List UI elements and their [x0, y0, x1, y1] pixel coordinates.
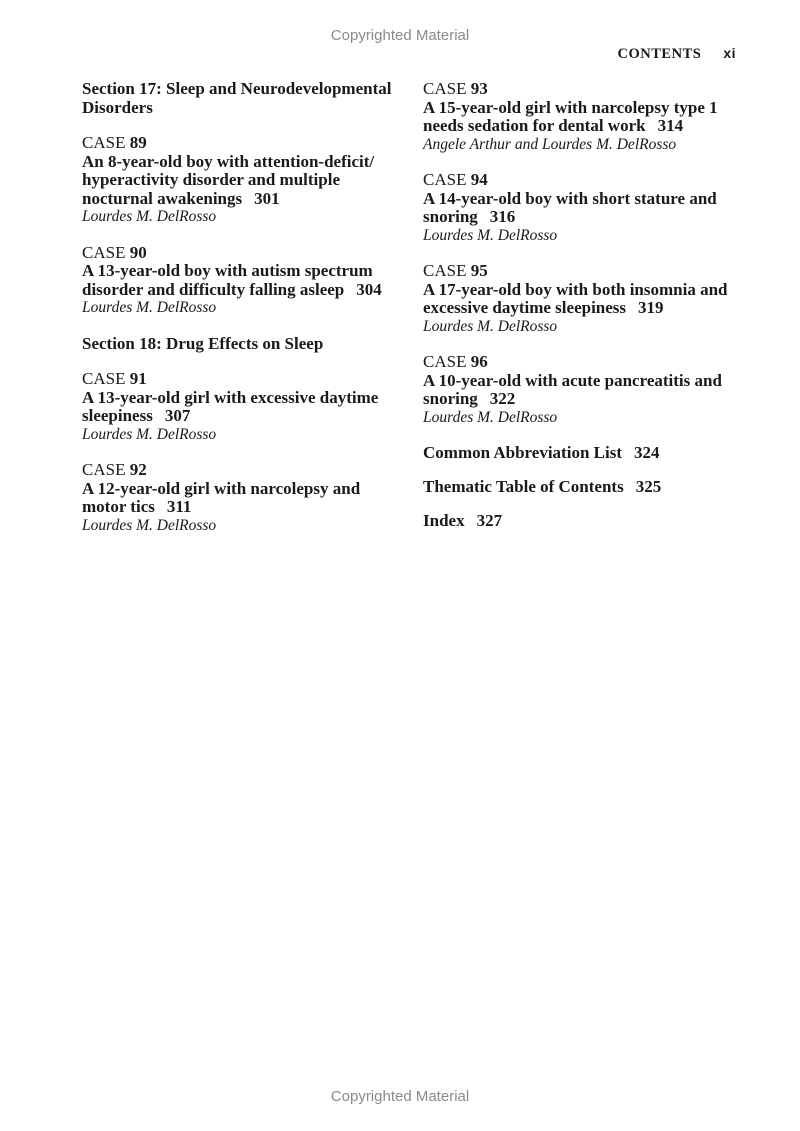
toc-entry-case-91[interactable] — [82, 370, 400, 444]
case-author: Lourdes M. DelRosso — [423, 317, 558, 335]
page-number: 304 — [356, 279, 382, 299]
case-label-line — [82, 134, 400, 153]
case-label-line — [423, 171, 738, 190]
page-number: 314 — [657, 116, 684, 135]
page-number: 322 — [489, 389, 516, 408]
page-number: 301 — [254, 188, 280, 208]
case-label: CASE — [82, 369, 126, 388]
case-number: 89 — [129, 133, 147, 152]
toc-entry-abbreviation-list[interactable] — [423, 444, 738, 463]
case-author: Lourdes M. DelRosso — [82, 299, 217, 316]
case-number: 91 — [129, 369, 147, 388]
case-title-text: A 10-year-old with acute pancreatitis and snoring — [423, 370, 722, 408]
entry-title: Index — [423, 511, 465, 530]
case-title — [423, 372, 738, 409]
toc-entry-case-95[interactable] — [423, 262, 738, 336]
case-author: Angele Arthur and Lourdes M. DelRosso — [423, 135, 677, 153]
case-label-line — [82, 461, 400, 480]
case-number: 96 — [470, 352, 488, 371]
case-title-text: A 17-year-old boy with both insomnia and excessive daytime sleepiness — [423, 279, 728, 317]
case-title — [423, 99, 738, 136]
case-title — [82, 389, 400, 426]
case-label-line — [423, 353, 738, 372]
toc-entry-case-93[interactable] — [423, 80, 738, 154]
case-title-text: A 13-year-old boy with autism spectrum disorder and difficulty falling asleep — [82, 261, 373, 299]
running-head — [618, 45, 736, 63]
case-author: Lourdes M. DelRosso — [423, 226, 558, 244]
case-author: Lourdes M. DelRosso — [82, 516, 217, 534]
case-number: 95 — [470, 261, 488, 280]
section-17-heading: Section 17: Sleep and Neurodevelopmental Disorders — [82, 79, 392, 117]
case-title-text: A 15-year-old girl with narcolepsy type 1 needs sedation for dental work — [423, 97, 718, 135]
copyright-watermark-top: Copyrighted Material — [330, 27, 470, 44]
copyright-watermark-bottom: Copyrighted Material — [330, 1088, 470, 1105]
toc-entry-thematic-table[interactable] — [423, 478, 738, 497]
case-title-text: An 8-year-old boy with attention-deficit/ hyperactivity disorder and multiple nocturnal awakenings — [82, 151, 375, 208]
case-number: 90 — [129, 242, 147, 262]
page-number: 316 — [489, 207, 516, 226]
case-title — [423, 190, 738, 227]
case-author: Lourdes M. DelRosso — [82, 425, 217, 443]
running-head-title: CONTENTS — [617, 46, 702, 62]
case-number: 94 — [470, 170, 488, 189]
page-number: 324 — [634, 443, 660, 462]
case-title — [82, 153, 400, 209]
page-number: 325 — [635, 477, 662, 496]
case-title — [82, 480, 400, 517]
case-label: CASE — [423, 79, 467, 98]
case-label: CASE — [423, 170, 467, 189]
case-title-text: A 12-year-old girl with narcolepsy and motor tics — [82, 478, 361, 516]
entry-title: Thematic Table of Contents — [423, 477, 624, 496]
case-label-line — [423, 80, 738, 99]
toc-entry-case-94[interactable] — [423, 171, 738, 245]
case-label: CASE — [82, 460, 126, 479]
case-title — [423, 281, 738, 318]
case-label: CASE — [423, 261, 467, 280]
page-number: 327 — [476, 511, 503, 530]
case-number: 93 — [470, 79, 488, 98]
page-number: 311 — [166, 497, 192, 516]
toc-right-column — [423, 80, 738, 546]
case-title — [82, 262, 400, 299]
case-label-line — [82, 370, 400, 389]
toc-entry-case-90[interactable] — [82, 244, 400, 318]
page-folio: xi — [723, 45, 736, 61]
case-title-text: A 13-year-old girl with excessive daytime sleepiness — [82, 387, 379, 425]
toc-entry-index[interactable] — [423, 512, 738, 531]
toc-left-column — [82, 80, 400, 552]
case-label: CASE — [82, 242, 126, 262]
case-label-line — [423, 262, 738, 281]
page-number: 307 — [164, 406, 191, 425]
case-number: 92 — [129, 460, 147, 479]
entry-title: Common Abbreviation List — [423, 443, 622, 462]
case-author: Lourdes M. DelRosso — [82, 208, 217, 225]
case-label: CASE — [82, 133, 126, 152]
case-label-line — [82, 244, 400, 263]
toc-entry-case-92[interactable] — [82, 461, 400, 535]
case-label: CASE — [423, 352, 467, 371]
case-title-text: A 14-year-old boy with short stature and snoring — [423, 188, 717, 226]
toc-entry-case-89[interactable] — [82, 134, 400, 227]
toc-entry-case-96[interactable] — [423, 353, 738, 427]
section-18-heading: Section 18: Drug Effects on Sleep — [82, 333, 324, 353]
case-author: Lourdes M. DelRosso — [423, 408, 558, 426]
page-number: 319 — [638, 298, 664, 317]
